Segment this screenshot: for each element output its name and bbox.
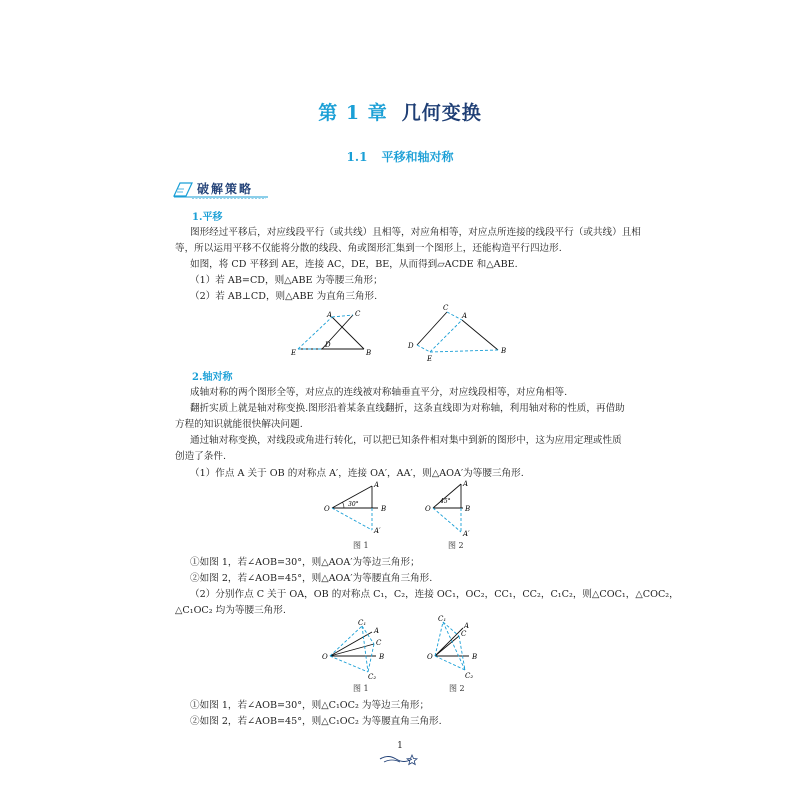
symmetry-note4: ②如图 2，若∠AOB=45°，则△C₁OC₂ 为等腰直角三角形.	[190, 716, 442, 727]
label-e: E	[427, 355, 433, 363]
label-c: C	[443, 304, 449, 312]
figure-c-reflect-45	[425, 614, 495, 680]
translation-heading: 1.平移	[192, 212, 223, 223]
figure-reflect-45	[425, 478, 485, 540]
fig3-caption: 图 1	[353, 684, 369, 693]
label-c: C	[376, 639, 382, 647]
label-a: A	[374, 481, 380, 489]
label-a: A	[463, 480, 469, 488]
angle-label: 30°	[348, 501, 359, 508]
angle-label: 45°	[440, 498, 451, 505]
symmetry-item2-line2: △C₁OC₂ 均为等腰三角形.	[175, 605, 286, 616]
symmetry-note3: ①如图 1，若∠AOB=30°，则△C₁OC₂ 为等边三角形；	[190, 700, 430, 711]
label-c1: C₁	[358, 619, 367, 627]
fig1-caption: 图 1	[353, 541, 369, 550]
symmetry-para1: 成轴对称的两个图形全等，对应点的连线被对称轴垂直平分，对应线段相等，对应角相等.	[190, 387, 568, 398]
label-b: B	[366, 349, 372, 357]
chapter-name: 几何变换	[401, 102, 482, 124]
label-b: B	[381, 505, 387, 513]
translation-para1-line2: 等，所以运用平移不仅能将分散的线段、角或图形汇集到一个图形上，还能构造平行四边形.	[175, 243, 562, 254]
label-o: O	[322, 653, 328, 661]
label-a: A	[374, 627, 380, 635]
symmetry-heading: 2.轴对称	[192, 372, 233, 383]
translation-para1-line1: 图形经过平移后，对应线段平行（或共线）且相等，对应角相等，对应点所连接的线段平行（或共线）且相	[190, 227, 641, 238]
label-c1: C₁	[438, 615, 447, 623]
section-name: 平移和轴对称	[381, 150, 454, 164]
section-title	[0, 148, 800, 165]
page-number: 1	[397, 741, 403, 751]
chapter-title	[0, 98, 800, 125]
label-o: O	[324, 505, 330, 513]
label-d: D	[408, 342, 414, 350]
label-c: C	[461, 630, 467, 638]
figure-reflect-30	[320, 478, 395, 536]
symmetry-para2-line2: 方程的知识就能很快解决问题.	[175, 419, 303, 430]
label-d: D	[325, 341, 331, 349]
symmetry-item2-line1: （2）分别作点 C 关于 OA，OB 的对称点 C₁，C₂，连接 OC₁，OC₂，CC₁，CC₂，C₁C₂，则△COC₁，△COC₂，	[190, 589, 679, 600]
figure-translation-a	[288, 305, 378, 360]
fig4-caption: 图 2	[449, 684, 465, 693]
symmetry-para2-line1: 翻折实质上就是轴对称变换.图形沿着某条直线翻折，这条直线即为对称轴，利用轴对称的性质，再借助	[190, 403, 625, 414]
label-b: B	[472, 653, 478, 661]
translation-item2: （2）若 AB⊥CD，则△ABE 为直角三角形.	[190, 291, 378, 302]
label-c: C	[355, 310, 361, 318]
label-b: B	[379, 653, 385, 661]
figure-c-reflect-30	[318, 618, 396, 680]
label-e: E	[291, 349, 297, 357]
label-o: O	[425, 505, 431, 513]
star-icon	[407, 755, 417, 765]
symmetry-para3-line2: 创造了条件.	[175, 451, 227, 462]
fig2-caption: 图 2	[448, 541, 464, 550]
label-a: A	[464, 622, 470, 630]
chapter-number: 第 1 章	[318, 102, 388, 124]
figure-translation-b	[402, 300, 517, 365]
label-a-prime: A′	[374, 527, 381, 535]
symmetry-item1: （1）作点 A 关于 OB 的对称点 A′，连接 OA′，AA′，则△AOA′为等腰三角形.	[190, 468, 524, 479]
page-ornament-icon	[378, 751, 422, 767]
label-b: B	[501, 347, 507, 355]
label-c2: C₂	[465, 672, 474, 680]
translation-para2: 如图，将 CD 平移到 AE，连接 AC，DE，BE，从而得到▱ACDE 和△ABE.	[190, 259, 518, 270]
label-a-prime: A′	[463, 530, 470, 538]
label-a: A	[462, 312, 468, 320]
label-o: O	[427, 653, 433, 661]
symmetry-note1: ①如图 1，若∠AOB=30°，则△AOA′为等边三角形；	[190, 557, 420, 568]
symmetry-para3-line1: 通过轴对称变换，对线段或角进行转化，可以把已知条件相对集中到新的图形中，这为应用定理或性质	[190, 435, 622, 446]
label-b: B	[465, 505, 471, 513]
section-number: 1.1	[346, 150, 368, 164]
label-c2: C₂	[368, 673, 377, 680]
strategy-label: 破解策略	[197, 182, 254, 196]
book-icon	[174, 183, 192, 196]
translation-item1: （1）若 AB=CD，则△ABE 为等腰三角形；	[190, 275, 383, 286]
symmetry-note2: ②如图 2，若∠AOB=45°，则△AOA′为等腰直角三角形.	[190, 573, 433, 584]
label-a: A	[327, 311, 333, 319]
